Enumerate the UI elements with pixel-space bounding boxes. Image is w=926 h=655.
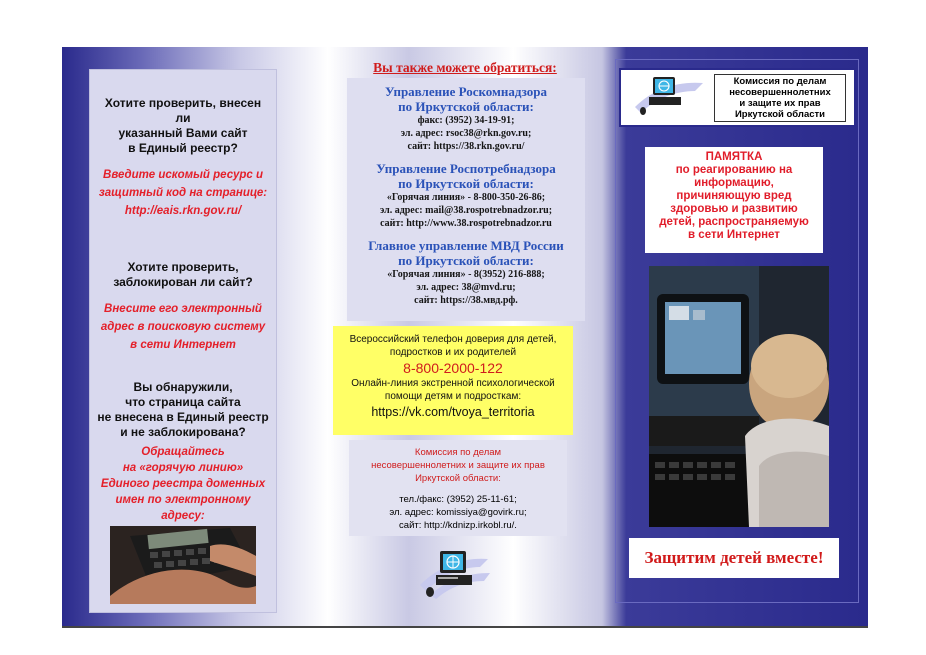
page-bottom-line [62, 626, 868, 628]
question-blocked: Хотите проверить, заблокирован ли сайт? [113, 260, 253, 289]
answer-hotline: Обращайтесь на «горячую линию» Единого реестра доменных имен по электронному адресу: [100, 446, 266, 522]
memo-title-block: ПАМЯТКА по реагированию на информацию, причиняющую вред здоровью и развитию детей, распространяемую в сети Интернет [645, 147, 823, 253]
org-rospotrebnadzor: Управление Роспотребнадзора по Иркутской области: «Горячая линия» - 8-800-350-26-86; эл. адрес: mail@38.rospotrebnadzor.ru; сайт: http://www.38.rospotrebnadzor.ru [376, 161, 556, 229]
typing-hands-illustration [110, 526, 256, 604]
typing-hands-photo [110, 526, 256, 604]
child-at-computer-photo [649, 266, 829, 527]
answer-registry: Введите искомый ресурс и защитный код на странице: http://eais.rkn.gov.ru/ [98, 169, 268, 217]
left-panel [89, 69, 277, 613]
child-at-computer-illustration [649, 266, 829, 527]
slogan: Защитим детей вместе! [629, 538, 839, 578]
hotline-phone: 8-800-2000-122 [403, 360, 503, 376]
computer-globe-icon [410, 545, 490, 607]
hotline-url[interactable]: https://vk.com/tvoya_territoria [371, 405, 535, 419]
hotline-block: Всероссийский телефон доверия для детей, подростков и их родителей 8-800-2000-122 Онлайн-линия экстренной психологической помощи детям и подросткам: https://vk.com/tvoya_territoria [333, 326, 573, 435]
computer-globe-icon [627, 73, 707, 121]
commission-contacts: Комиссия по делам несовершеннолетних и защите их прав Иркутской области: тел./факс: (3952) 25-11-61; эл. адрес: komissiya@govirk.ru; сайт: http://kdnizp.irkobl.ru/. [349, 440, 567, 536]
answer-blocked: Внесите его электронный адрес в поисковую систему в сети Интернет [100, 303, 266, 351]
org-roskomnadzor: Управление Роскомнадзора по Иркутской области: факс: (3952) 34-19-91; эл. адрес: rsoc38@rkn.gov.ru; сайт: https://38.rkn.gov.ru/ [384, 84, 548, 152]
org-mvd: Главное управление МВД России по Иркутской области: «Горячая линия» - 8(3952) 216-888; эл. адрес: 38@mvd.ru; сайт: https://38.мвд.рф. [368, 238, 564, 306]
question-not-listed: Вы обнаружили, что страница сайта не внесена в Единый реестр и не заблокирована? [97, 380, 269, 439]
commission-logo-box [619, 68, 856, 127]
contacts-block [347, 78, 585, 321]
commission-logo-text: Комиссия по делам несовершеннолетних и защите их прав Иркутской области [714, 74, 846, 122]
question-registry: Хотите проверить, внесен ли указанный Вами сайт в Единый реестр? [104, 96, 262, 155]
contacts-title: Вы также можете обратиться: [373, 60, 557, 75]
brochure [62, 47, 868, 627]
